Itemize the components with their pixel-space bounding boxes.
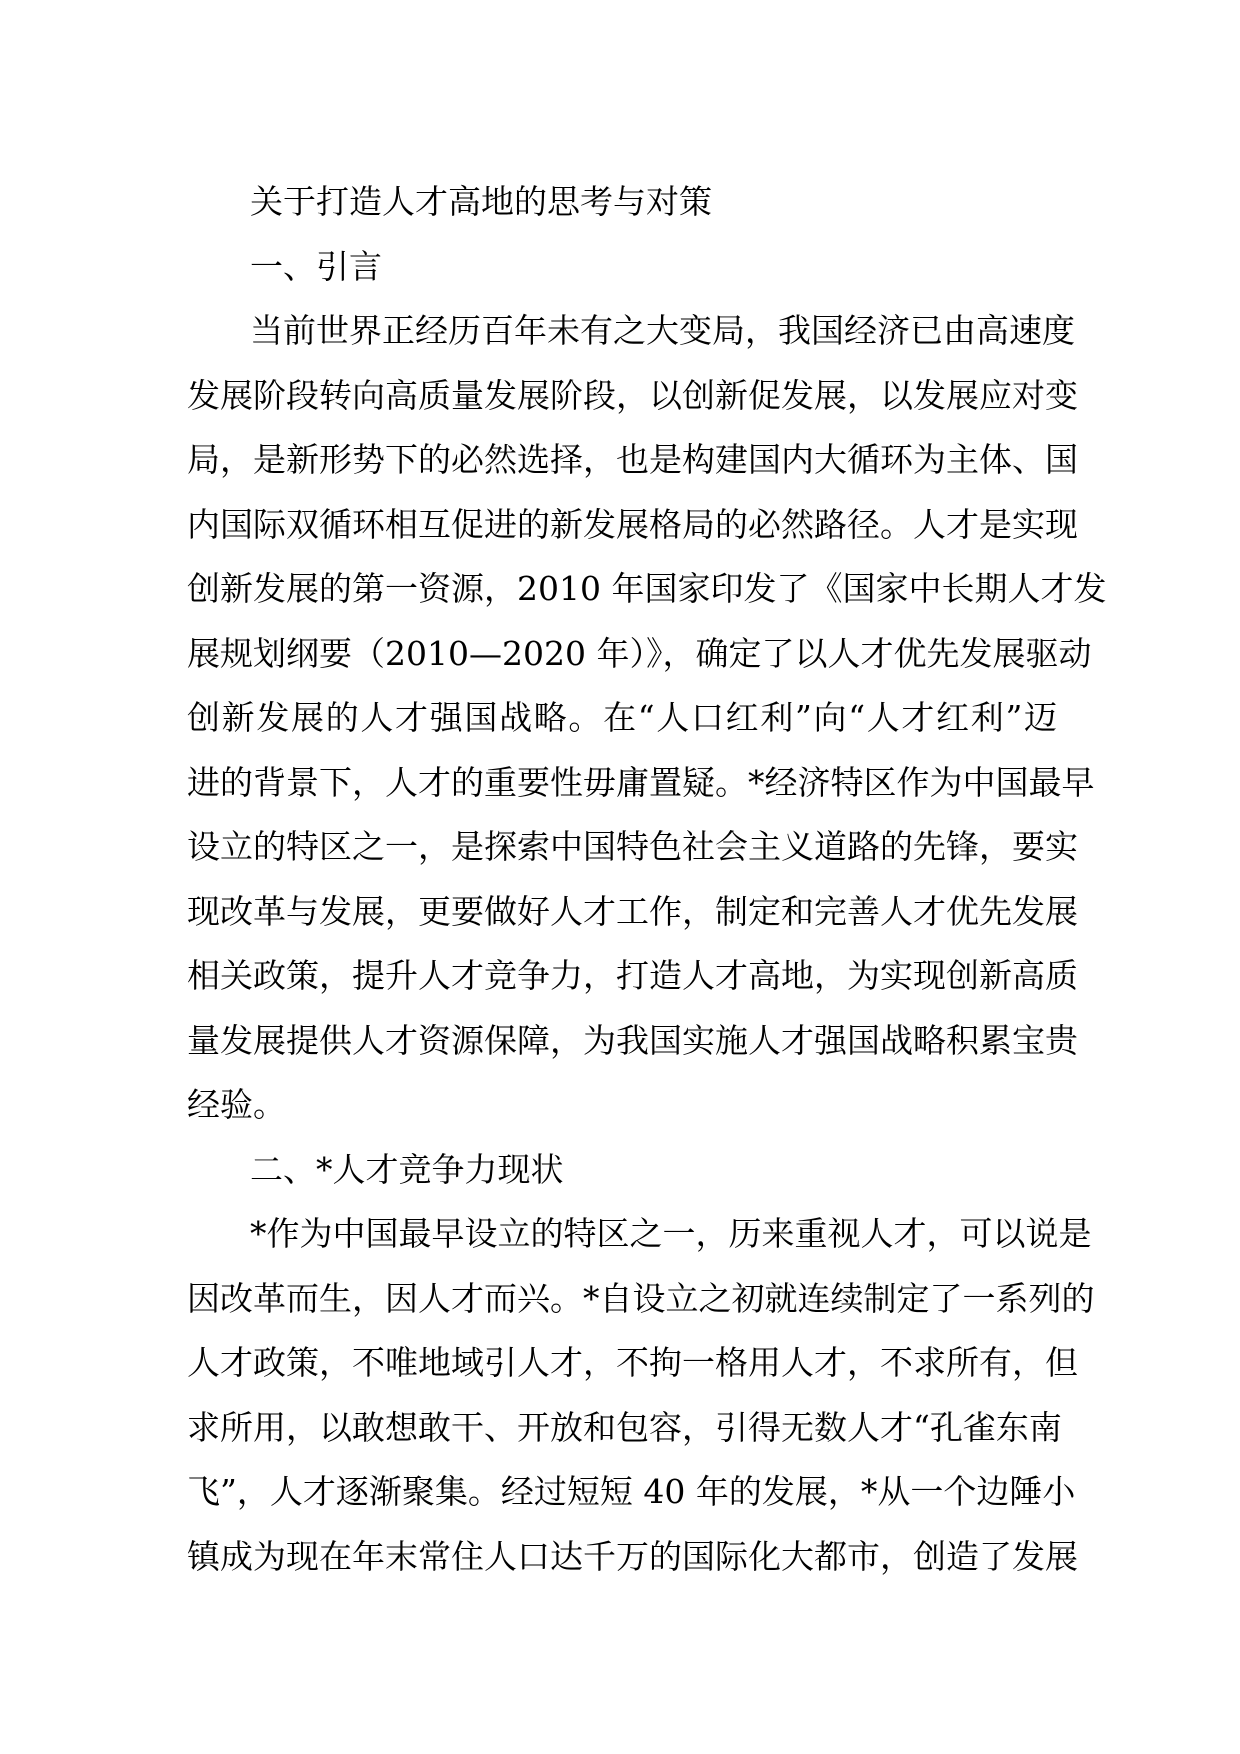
- paragraph-line: 内国际双循环相互促进的新发展格局的必然路径。人才是实现: [187, 504, 1078, 544]
- document-page: [187, 170, 1107, 1589]
- paragraph-line: 相关政策，提升人才竞争力，打造人才高地，为实现创新高质: [187, 956, 1078, 995]
- paragraph-talent-status: [187, 1202, 1095, 1589]
- document-title: 关于打造人才高地的思考与对策: [250, 182, 712, 221]
- paragraph-line: 当前世界正经历百年未有之大变局，我国经济已由高速度: [250, 311, 1075, 350]
- section-heading-introduction: 一、引言: [250, 246, 382, 286]
- paragraph-line: 经验。: [187, 1085, 286, 1124]
- paragraph-line: 求所用，以敢想敢干、开放和包容，引得无数人才“孔雀东南: [187, 1407, 1062, 1447]
- paragraph-line: 局，是新形势下的必然选择，也是构建国内大循环为主体、国: [187, 440, 1078, 479]
- paragraph-line: 创新发展的第一资源，2010 年国家印发了《国家中长期人才发: [187, 569, 1107, 608]
- paragraph-line: 发展阶段转向高质量发展阶段，以创新促发展，以发展应对变: [187, 375, 1078, 415]
- paragraph-line: 量发展提供人才资源保障，为我国实施人才强国战略积累宝贵: [187, 1020, 1078, 1060]
- paragraph-line: 人才政策，不唯地域引人才，不拘一格用人才，不求所有，但: [187, 1343, 1078, 1382]
- paragraph-line: 飞”，人才逐渐聚集。经过短短 40 年的发展，*从一个边陲小: [187, 1472, 1076, 1511]
- paragraph-introduction: [187, 299, 1107, 1138]
- paragraph-line: 因改革而生，因人才而兴。*自设立之初就连续制定了一系列的: [187, 1278, 1095, 1318]
- section-heading-talent-status: 二、*人才竞争力现状: [250, 1149, 564, 1189]
- paragraph-line: 进的背景下，人才的重要性毋庸置疑。*经济特区作为中国最早: [187, 762, 1095, 802]
- paragraph-line: 创新发展的人才强国战略。在“人口红利”向“人才红利”迈: [187, 698, 1057, 737]
- paragraph-line: *作为中国最早设立的特区之一，历来重视人才，可以说是: [250, 1214, 1092, 1253]
- paragraph-line: 镇成为现在年末常住人口达千万的国际化大都市，创造了发展: [187, 1536, 1078, 1576]
- paragraph-line: 展规划纲要（2010—2020 年）》，确定了以人才优先发展驱动: [187, 633, 1092, 673]
- paragraph-line: 现改革与发展，更要做好人才工作，制定和完善人才优先发展: [187, 891, 1078, 931]
- paragraph-line: 设立的特区之一，是探索中国特色社会主义道路的先锋，要实: [187, 827, 1078, 866]
